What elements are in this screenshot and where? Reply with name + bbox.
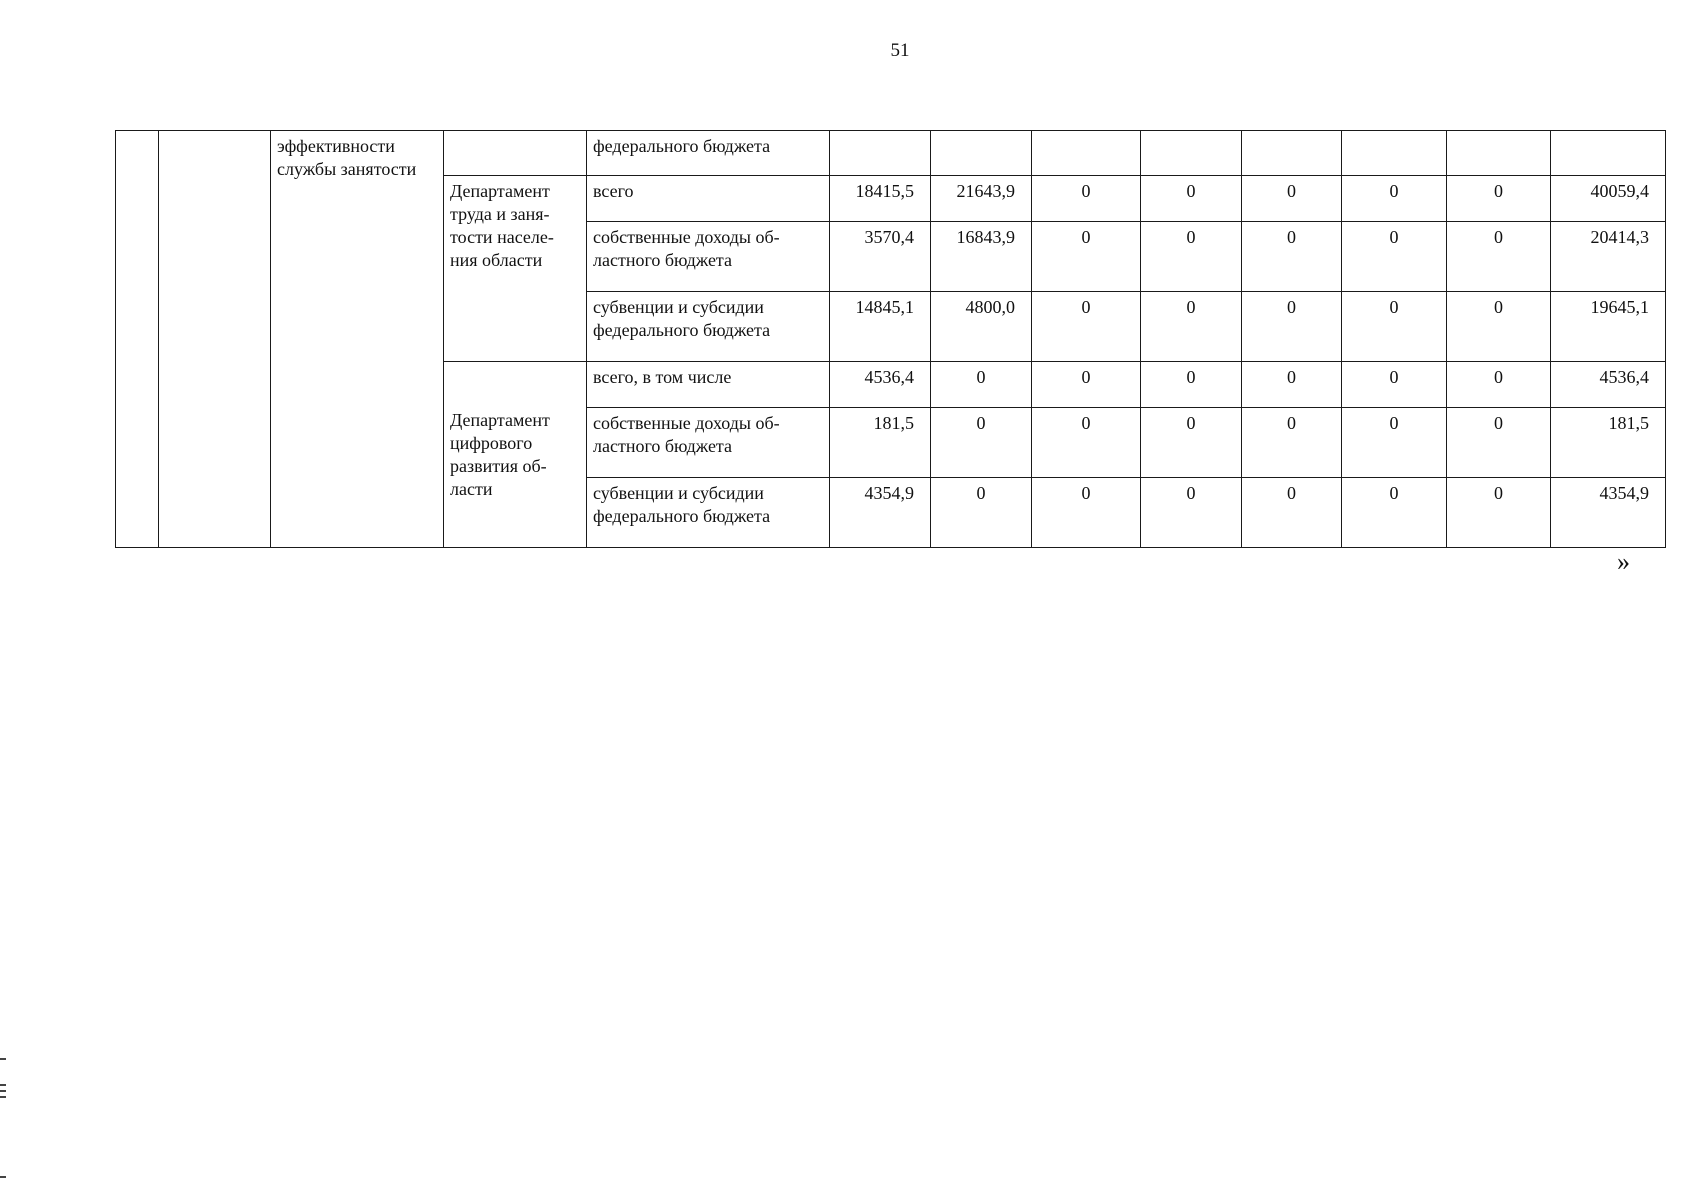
- value-cell: 0: [1141, 362, 1242, 408]
- total-cell: 4536,4: [1551, 362, 1666, 408]
- value-cell: 16843,9: [931, 222, 1032, 292]
- scan-edge-mark: [0, 1058, 6, 1060]
- value-cell: 14845,1: [830, 292, 931, 362]
- value-cell: [1032, 131, 1141, 176]
- value-cell: 0: [1342, 222, 1447, 292]
- value-cell: 181,5: [830, 408, 931, 478]
- value-cell: 0: [1141, 408, 1242, 478]
- value-cell: 0: [931, 362, 1032, 408]
- value-cell: 0: [1141, 222, 1242, 292]
- value-cell: 0: [1032, 408, 1141, 478]
- value-cell: 4800,0: [931, 292, 1032, 362]
- value-cell: [931, 131, 1032, 176]
- value-cell: 0: [1447, 362, 1551, 408]
- value-cell: 0: [1447, 408, 1551, 478]
- value-cell: 0: [1342, 408, 1447, 478]
- value-cell: 0: [1242, 362, 1342, 408]
- scan-edge-mark: [0, 1084, 6, 1086]
- scan-edge-mark: [0, 1090, 6, 1092]
- value-cell: [1141, 131, 1242, 176]
- funding-source-cell: собственные доходы об-ластного бюджета: [587, 408, 830, 478]
- value-cell: 0: [1342, 478, 1447, 548]
- value-cell: 18415,5: [830, 176, 931, 222]
- value-cell: [1551, 131, 1666, 176]
- value-cell: 0: [1242, 408, 1342, 478]
- total-cell: 20414,3: [1551, 222, 1666, 292]
- total-cell: 40059,4: [1551, 176, 1666, 222]
- value-cell: 0: [931, 408, 1032, 478]
- name-cell: [159, 131, 271, 548]
- table-row: [116, 131, 1666, 176]
- value-cell: [830, 131, 931, 176]
- page-number: 51: [890, 40, 910, 61]
- total-cell: 19645,1: [1551, 292, 1666, 362]
- value-cell: 0: [1447, 292, 1551, 362]
- scan-edge-mark: [0, 1096, 6, 1098]
- department-cell: Департамент цифрового развития об-ласти: [444, 362, 587, 548]
- value-cell: 0: [1242, 292, 1342, 362]
- funding-source-cell: субвенции и субсидии федерального бюджета: [587, 478, 830, 548]
- value-cell: 0: [1447, 222, 1551, 292]
- value-cell: 0: [1447, 478, 1551, 548]
- total-cell: 4354,9: [1551, 478, 1666, 548]
- value-cell: 0: [1342, 362, 1447, 408]
- department-cell: Департамент труда и заня-тости населе-ния области: [444, 176, 587, 362]
- number-cell: [116, 131, 159, 548]
- funding-source-cell: федерального бюджета: [587, 131, 830, 176]
- closing-quote-mark: »: [1617, 547, 1630, 576]
- value-cell: 0: [1342, 176, 1447, 222]
- budget-table: [115, 130, 1666, 548]
- value-cell: 0: [1032, 292, 1141, 362]
- value-cell: [1342, 131, 1447, 176]
- value-cell: 4536,4: [830, 362, 931, 408]
- value-cell: 0: [1342, 292, 1447, 362]
- total-cell: 181,5: [1551, 408, 1666, 478]
- funding-source-cell: всего: [587, 176, 830, 222]
- value-cell: 4354,9: [830, 478, 931, 548]
- value-cell: 0: [1032, 362, 1141, 408]
- value-cell: [1447, 131, 1551, 176]
- scan-edge-mark: [0, 1176, 6, 1178]
- funding-source-cell: собственные доходы об-ластного бюджета: [587, 222, 830, 292]
- department-cell: [444, 131, 587, 176]
- value-cell: 0: [931, 478, 1032, 548]
- value-cell: 0: [1242, 176, 1342, 222]
- value-cell: 0: [1032, 176, 1141, 222]
- value-cell: 0: [1032, 222, 1141, 292]
- value-cell: 0: [1141, 292, 1242, 362]
- value-cell: 21643,9: [931, 176, 1032, 222]
- value-cell: 0: [1447, 176, 1551, 222]
- value-cell: 0: [1242, 478, 1342, 548]
- value-cell: 0: [1141, 176, 1242, 222]
- goal-cell: эффективности службы занятости: [271, 131, 444, 548]
- value-cell: 0: [1141, 478, 1242, 548]
- funding-source-cell: всего, в том числе: [587, 362, 830, 408]
- value-cell: 0: [1242, 222, 1342, 292]
- funding-source-cell: субвенции и субсидии федерального бюджета: [587, 292, 830, 362]
- value-cell: [1242, 131, 1342, 176]
- value-cell: 3570,4: [830, 222, 931, 292]
- value-cell: 0: [1032, 478, 1141, 548]
